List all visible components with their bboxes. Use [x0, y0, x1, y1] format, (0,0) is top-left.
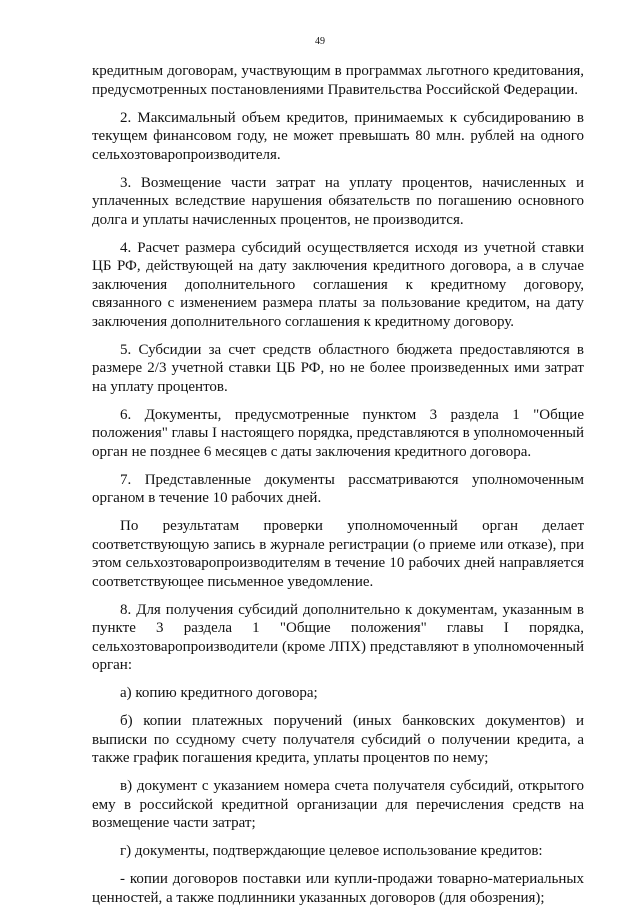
paragraph-sub-g: г) документы, подтверждающие целевое использование кредитов: — [120, 843, 543, 859]
paragraph-item-6: 6. Документы, предусмотренные пунктом 3 раздела 1 "Общие положения" главы I настоящего порядка, представляются в уполномоченный орган не позднее 6 месяцев с даты заключения кредитного договора. — [92, 406, 584, 460]
paragraph-item-8: 8. Для получения субсидий дополнительно к документам, указанным в пункте 3 раздела 1 "Общие положения" главы I порядка, сельхозтоваропроизводители (кроме ЛПХ) представляют в уполномоченный орган: — [92, 601, 584, 673]
paragraph-sub-a: а) копию кредитного договора; — [120, 685, 318, 701]
paragraph-sub-b: б) копии платежных поручений (иных банковских документов) и выписки по ссудному счету получателя субсидий о получении кредита, а также график погашения кредита, уплаты процентов по нему; — [92, 713, 584, 766]
page-number: 49 — [315, 36, 325, 47]
paragraph-review-results: По результатам проверки уполномоченный орган делает соответствующую запись в журнале регистрации (о приеме или отказе), при этом сельхозтоваропроизводителям в течение 10 рабочих дней направляется соответствующее письменное уведомление. — [92, 518, 584, 590]
paragraph-item-7: 7. Представленные документы рассматриваются уполномоченным органом в течение 10 рабочих дней. — [92, 471, 584, 506]
paragraph-sub-v: в) документ с указанием номера счета получателя субсидий, открытого ему в российской кредитной организации для перечисления средств на возмещение части затрат; — [92, 778, 584, 831]
document-body — [92, 62, 584, 917]
paragraph-continuation: кредитным договорам, участвующим в программах льготного кредитования, предусмотренных постановлениями Правительства Российской Федерации. — [92, 63, 584, 98]
paragraph-item-5: 5. Субсидии за счет средств областного бюджета предоставляются в размере 2/3 учетной ставки ЦБ РФ, но не более произведенных ими затрат на уплату процентов. — [92, 341, 584, 395]
paragraph-bullet: - копии договоров поставки или купли-продажи товарно-материальных ценностей, а также подлинники указанных договоров (для обозрения); — [92, 871, 584, 906]
paragraph-item-3: 3. Возмещение части затрат на уплату процентов, начисленных и уплаченных вследствие нарушения обязательств по погашению основного долга и уплаты начисленных процентов, не производится. — [92, 174, 584, 228]
paragraph-item-2: 2. Максимальный объем кредитов, принимаемых к субсидированию в текущем финансовом году, не может превышать 80 млн. рублей на одного сельхозтоваропроизводителя. — [92, 109, 584, 163]
paragraph-item-4: 4. Расчет размера субсидий осуществляется исходя из учетной ставки ЦБ РФ, действующей на дату заключения кредитного договора, а в случае заключения дополнительного соглашения к кредитному договору, связанного с изменением размера платы за пользование кредитом, на дату заключения дополнительного соглашения к кредитному договору. — [92, 239, 584, 330]
